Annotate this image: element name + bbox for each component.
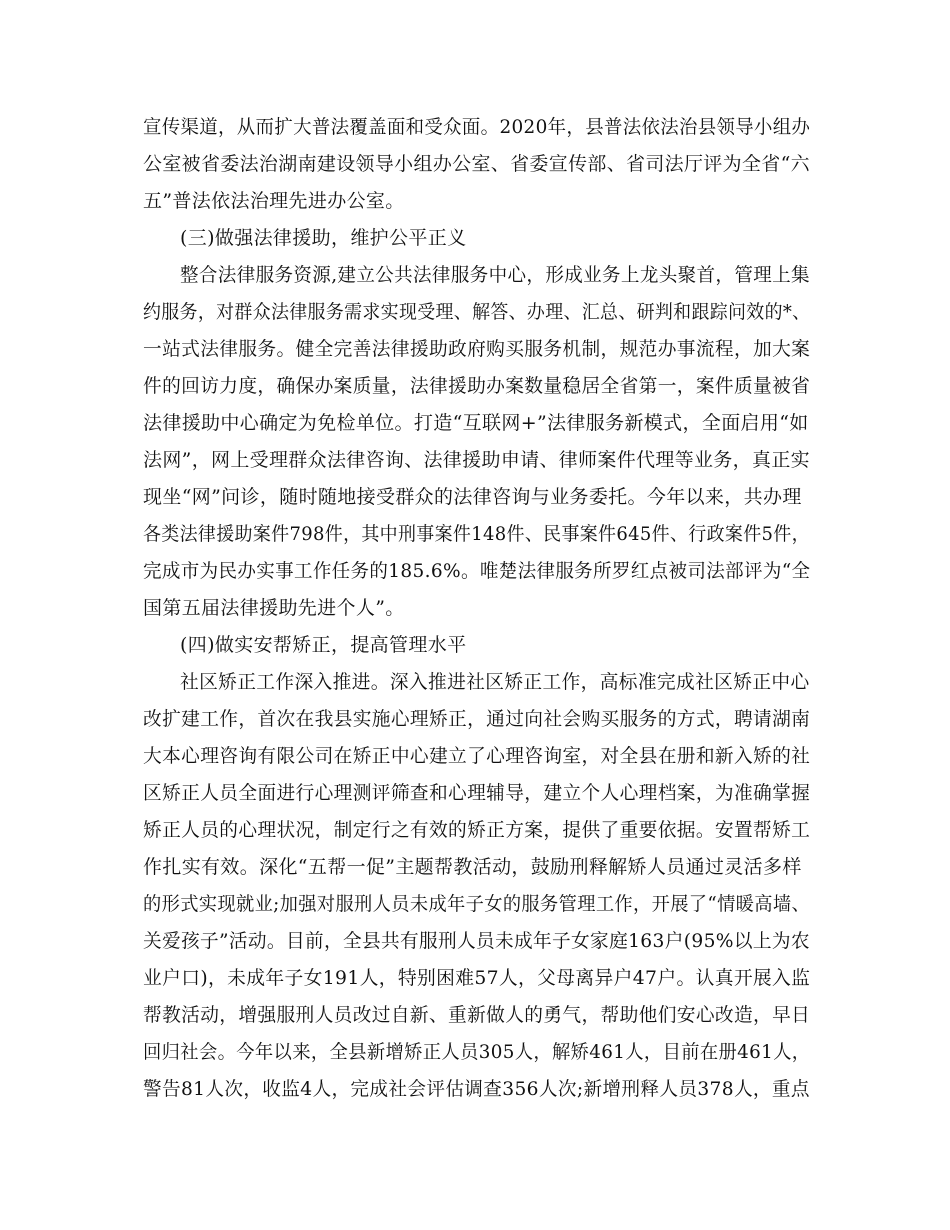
paragraph-line: 的形式实现就业;加强对服刑人员未成年子女的服务管理工作，开展了“情暖高墙、 [143,893,811,915]
paragraph-line: 改扩建工作，首次在我县实施心理矫正，通过向社会购买服务的方式，聘请湖南 [143,708,811,730]
paragraph-line: 宣传渠道，从而扩大普法覆盖面和受众面。2020年，县普法依法治县领导小组办 [143,116,811,138]
paragraph-line: 作扎实有效。深化“五帮一促”主题帮教活动，鼓励刑释解矫人员通过灵活多样 [143,856,802,878]
paragraph-line: 法网”，网上受理群众法律咨询、法律援助申请、律师案件代理等业务，真正实 [143,449,810,471]
section-heading: (三)做强法律援助，维护公平正义 [180,227,467,249]
paragraph-line: 关爱孩子”活动。目前，全县共有服刑人员未成年子女家庭163户(95%以上为农 [143,930,810,952]
paragraph-line: 完成市为民办实事工作任务的185.6%。唯楚法律服务所罗红点被司法部评为“全 [143,560,811,582]
paragraph-line: 公室被省委法治湖南建设领导小组办公室、省委宣传部、省司法厅评为全省“六 [143,153,810,175]
paragraph-line: 约服务，对群众法律服务需求实现受理、解答、办理、汇总、研判和跟踪问效的*、 [143,301,811,323]
paragraph-line: 社区矫正工作深入推进。深入推进社区矫正工作，高标准完成社区矫正中心 [180,671,810,693]
paragraph-line: 五”普法依法治理先进办公室。 [143,190,405,212]
section-heading: (四)做实安帮矫正，提高管理水平 [180,634,467,656]
paragraph-line: 整合法律服务资源,建立公共法律服务中心，形成业务上龙头聚首，管理上集 [180,264,810,286]
paragraph-line: 回归社会。今年以来，全县新增矫正人员305人，解矫461人，目前在册461人， [143,1041,811,1063]
paragraph-line: 大本心理咨询有限公司在矫正中心建立了心理咨询室，对全县在册和新入矫的社 [143,745,811,767]
paragraph-line: 法律援助中心确定为免检单位。打造“互联网+”法律服务新模式，全面启用“如 [143,412,809,434]
paragraph-line: 警告81人次，收监4人，完成社会评估调查356人次;新增刑释人员378人，重点 [143,1078,810,1100]
paragraph-line: 区矫正人员全面进行心理测评筛查和心理辅导，建立个人心理档案，为准确掌握 [143,782,811,804]
paragraph-line: 国第五届法律援助先进个人”。 [143,597,405,619]
paragraph-line: 各类法律援助案件798件，其中刑事案件148件、民事案件645件、行政案件5件， [143,523,810,545]
paragraph-line: 现坐“网”问诊，随时随地接受群众的法律咨询与业务委托。今年以来，共办理 [143,486,802,508]
paragraph-line: 件的回访力度，确保办案质量，法律援助办案数量稳居全省第一，案件质量被省 [143,375,811,397]
paragraph-line: 一站式法律服务。健全完善法律援助政府购买服务机制，规范办事流程，加大案 [143,338,811,360]
paragraph-line: 业户口)，未成年子女191人，特别困难57人，父母离异户47户。认真开展入监 [143,967,811,989]
paragraph-line: 矫正人员的心理状况，制定行之有效的矫正方案，提供了重要依据。安置帮矫工 [143,819,811,841]
paragraph-line: 帮教活动，增强服刑人员改过自新、重新做人的勇气，帮助他们安心改造，早日 [143,1004,811,1026]
